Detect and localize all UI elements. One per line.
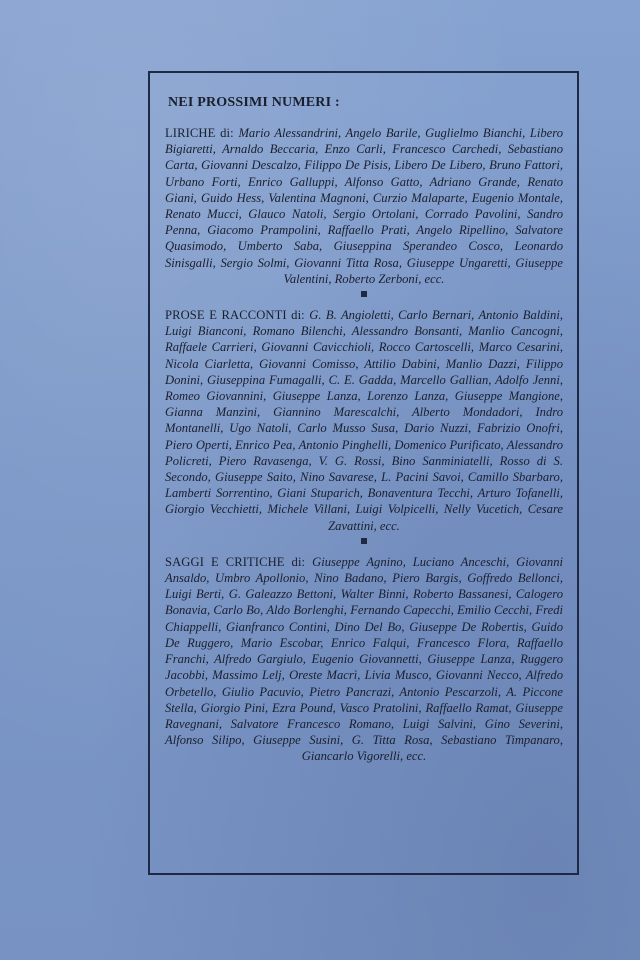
author-list: Mario Alessandrini, Angelo Barile, Guglielmo Bianchi, Libero Bigiaretti, Arnaldo Beccaria, Enzo Carli, Francesco Carchedi, Sebastiano Carta, Giovanni Descalzo, Filippo De Pisis, Libero De Libero, Bruno Fattori, Urbano Forti, Enrico Galluppi, Alfonso Gatto, Adriano Grande, Renato Giani, Guido Hess, Valentina Magnoni, Curzio Malaparte, Eugenio Montale, Renato Mucci, Glauco Natoli, Sergio Ortolani, Corrado Pavolini, Sandro Penna, Giacomo Prampolini, Raffaello Prati, Angelo Ripellino, Salvatore Quasimodo, Umberto Saba, Giuseppina Sperandeo Cosco, Leonardo Sinisgalli, Sergio Solmi, Giovanni Titta Rosa, Giuseppe Ungaretti, Giuseppe Valentini, Roberto Zerboni, ecc. [165, 126, 563, 286]
section-saggi-e-critiche [165, 554, 563, 765]
announcement-heading: NEI PROSSIMI NUMERI : [168, 95, 340, 110]
section-label: LIRICHE di: [165, 126, 239, 140]
author-list: G. B. Angioletti, Carlo Bernari, Antonio Baldini, Luigi Bianconi, Romano Bilenchi, Alessandro Bonsanti, Manlio Cancogni, Raffaele Carrieri, Giovanni Cavicchioli, Rocco Cartoscelli, Marco Cesarini, Nicola Ciarletta, Giovanni Comisso, Attilio Dabini, Manlio Dazzi, Filippo Donini, Giuseppina Fumagalli, C. E. Gadda, Marcello Gallian, Adolfo Jenni, Romeo Giovannini, Giuseppe Lanza, Lorenzo Lanza, Giuseppe Mangione, Gianna Manzini, Giannino Marescalchi, Alberto Mondadori, Indro Montanelli, Ugo Natoli, Carlo Musso Susa, Dario Nuzzi, Fabrizio Onofri, Piero Operti, Enrico Pea, Antonio Pinghelli, Domenico Purificato, Alessandro Policreti, Piero Ravasenga, V. G. Rossi, Bino Sanminiatelli, Rosso di S. Secondo, Giuseppe Saito, Nino Savarese, L. Pacini Savoi, Camillo Sbarbaro, Lamberti Sorrentino, Giani Stuparich, Bonaventura Tecchi, Arturo Tofanelli, Giorgio Vecchietti, Michele Villani, Luigi Volpicelli, Nelly Vucetich, Cesare Zavattini, ecc. [165, 308, 563, 533]
section-label: SAGGI E CRITICHE di: [165, 554, 313, 569]
section-prose-e-racconti [165, 307, 563, 534]
section-label: PROSE E RACCONTI di: [165, 308, 310, 323]
square-separator [361, 538, 367, 544]
announcement-box [148, 71, 579, 875]
author-list: Giuseppe Agnino, Luciano Anceschi, Giovanni Ansaldo, Umbro Apollonio, Nino Badano, Piero Bargis, Goffredo Bellonci, Luigi Berti, G. Galeazzo Bettoni, Walter Binni, Roberto Bassanesi, Calogero Bonavia, Carlo Bo, Aldo Borlenghi, Fernando Capecchi, Emilio Cecchi, Fredi Chiappelli, Gianfranco Contini, Dino Del Bo, Giuseppe De Robertis, Guido De Ruggero, Mario Escobar, Enrico Falqui, Francesco Flora, Raffaello Franchi, Alfredo Gargiulo, Eugenio Giovannetti, Giuseppe Lanza, Ruggero Jacobbi, Massimo Lelj, Oreste Macrì, Livia Musco, Giovanni Necco, Alfredo Orbetello, Giulio Pacuvio, Pietro Pancrazi, Antonio Pescarzoli, A. Piccone Stella, Giorgio Pini, Ezra Pound, Vasco Pratolini, Raffaello Ramat, Giuseppe Ravegnani, Salvatore Francesco Romano, Luigi Salvini, Gino Severini, Alfonso Silipo, Giuseppe Susini, G. Titta Rosa, Sebastiano Timpanaro, Giancarlo Vigorelli, ecc. [165, 554, 563, 764]
section-liriche [165, 125, 563, 287]
square-separator [361, 291, 367, 297]
